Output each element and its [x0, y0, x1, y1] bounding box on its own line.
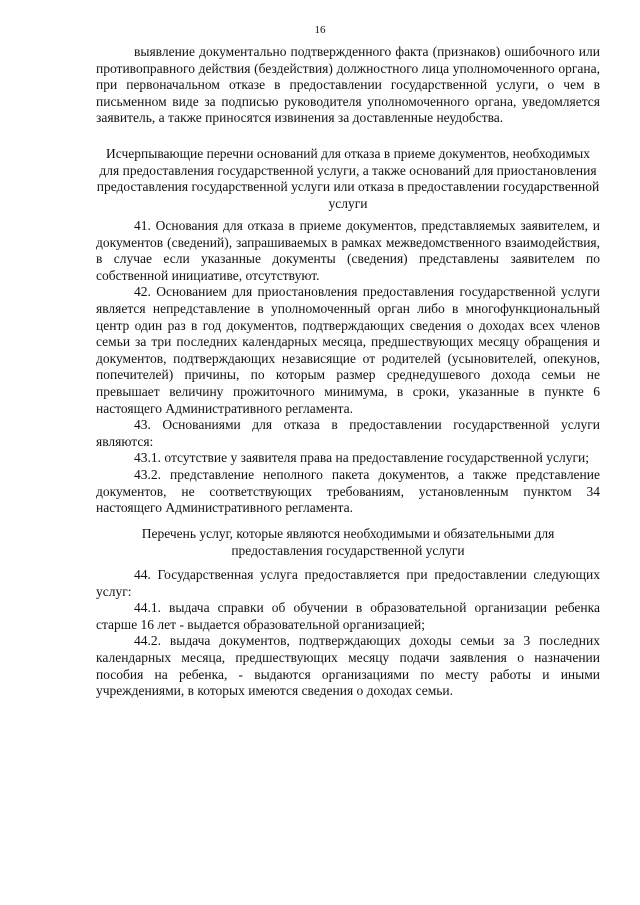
section-heading [96, 526, 600, 559]
page-number: 16 [314, 24, 326, 36]
paragraph: 44. Государственная услуга предоставляется при предоставлении следующих услуг: [96, 567, 600, 599]
paragraph: 43.2. представление неполного пакета документов, а также представление документов, не соответствующих требованиям, установленным пунктом 34 настоящего Административного регламента. [96, 466, 600, 516]
paragraph: 44.1. выдача справки об обучении в образовательной организации ребенка старше 16 лет - выдается образовательной организацией; [96, 600, 600, 632]
section-heading [96, 146, 600, 212]
heading-text: Исчерпывающие перечни оснований для отказа в приеме документов, необходимых для предоставления государственной услуги, а также оснований для приостановления предоставления государственной услуги или отказа в предоставлении государственной услуги [96, 146, 600, 211]
section-body [96, 567, 600, 700]
heading-text: Перечень услуг, которые являются необходимыми и обязательными для предоставления государственной услуги [141, 526, 555, 558]
paragraph: 41. Основания для отказа в приеме документов, представляемых заявителем, и документов (сведений), запрашиваемых в рамках межведомственного взаимодействия, в случае если указанные документы (сведения) представлены заявителем по собственной инициативе, отсутствуют. [96, 218, 600, 283]
paragraph: 43. Основаниями для отказа в предоставлении государственной услуги являются: [96, 417, 600, 449]
intro-paragraph [96, 44, 600, 127]
paragraph: выявление документально подтвержденного факта (признаков) ошибочного или противоправного действия (бездействия) должностного лица уполномоченного органа, при первоначальном отказе в предоставлении государственной услуги, о чем в письменном виде за подписью руководителя уполномоченного органа, уведомляется заявитель, а также приносятся извинения за доставленные неудобства. [96, 44, 600, 126]
paragraph: 43.1. отсутствие у заявителя права на предоставление государственной услуги; [134, 450, 589, 466]
section-body [96, 218, 600, 517]
paragraph: 42. Основанием для приостановления предоставления государственной услуги является непредставление в уполномоченный орган либо в многофункциональный центр один раз в год документов, подтверждающих сведения о доходах всех членов семьи за три последних календарных месяца, предшествующих месяцу обращения и документов, подтверждающих независящие от родителей (усыновителей, опекунов, попечителей) причины, по которым размер среднедушевого дохода семьи не превышает величину прожиточного минимума, в сроки, указанные в пункте 6 настоящего Административного регламента. [96, 284, 600, 416]
paragraph: 44.2. выдача документов, подтверждающих доходы семьи за 3 последних календарных месяца, предшествующих месяцу подачи заявления о назначении пособия на ребенка, - выдаются организациями по месту работы и иными учреждениями, в которых имеются сведения о доходах семьи. [96, 633, 600, 699]
